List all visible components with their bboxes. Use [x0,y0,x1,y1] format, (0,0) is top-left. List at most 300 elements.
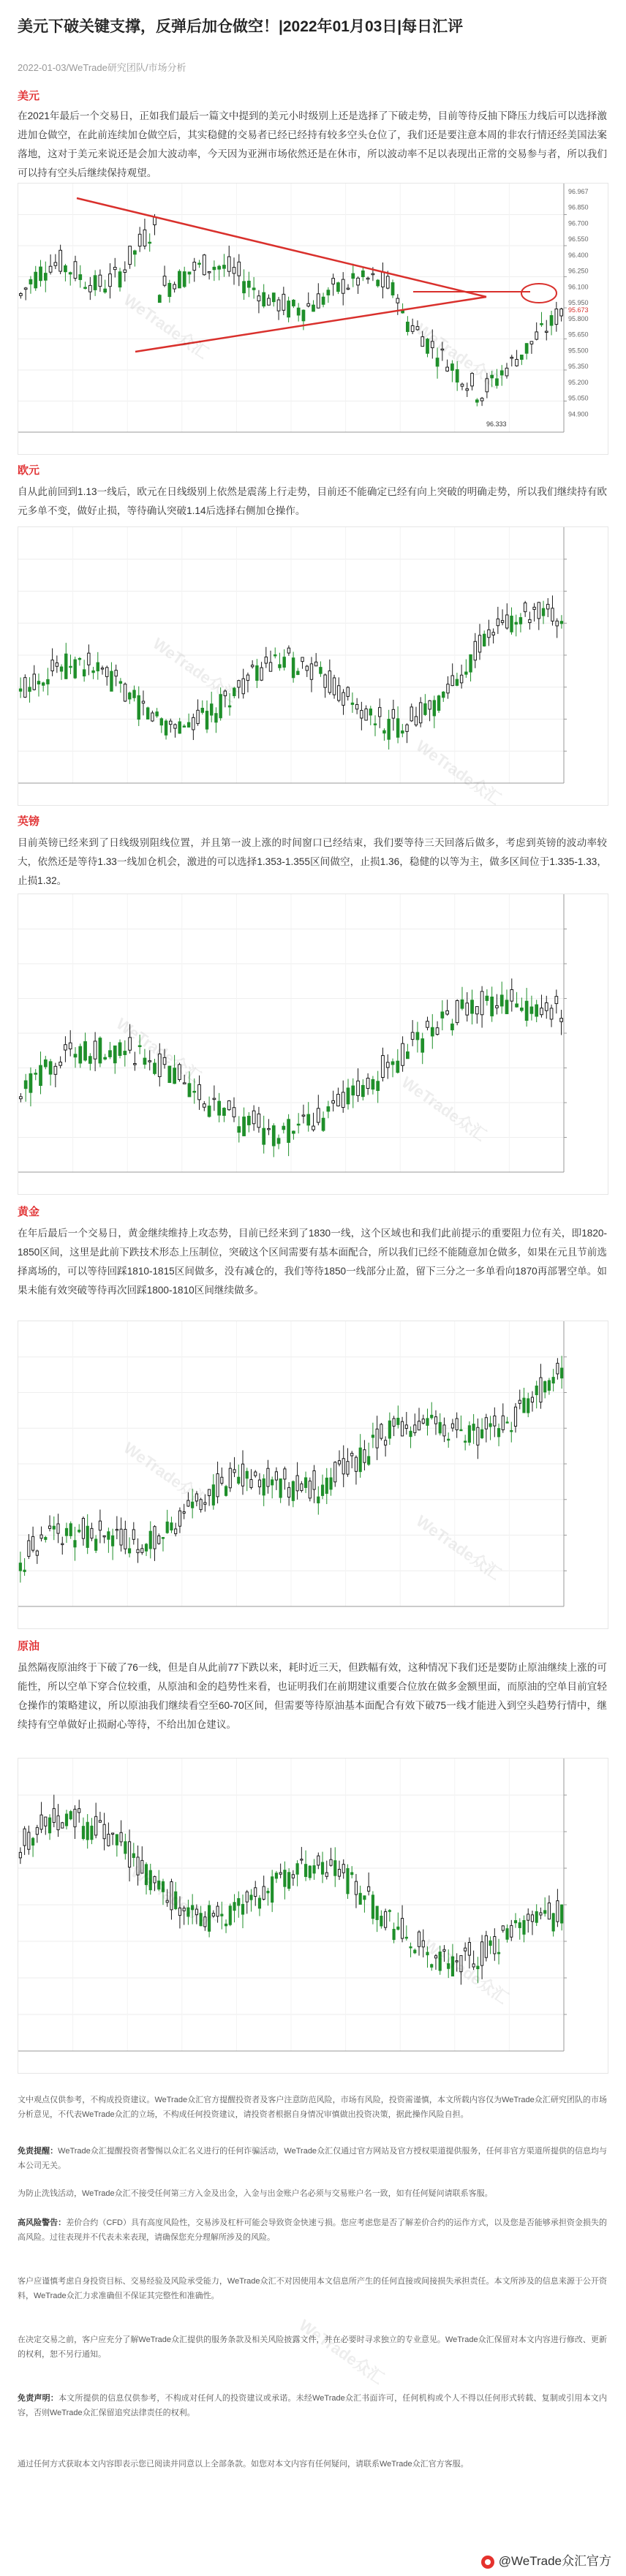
candle [500,371,503,375]
candle [208,272,211,273]
candle [502,1926,504,1930]
candle [94,1041,97,1059]
candle [198,1084,201,1099]
candle [385,1911,387,1927]
candle [23,1829,26,1846]
candle [257,1114,260,1127]
candle [233,1470,235,1473]
candle [192,1905,194,1910]
candle [414,1425,416,1433]
candle [321,1485,323,1495]
candle [204,1917,206,1927]
candle [74,1809,76,1827]
candle [510,1430,513,1432]
candle [178,271,181,288]
candle [69,1811,72,1818]
candle [29,279,32,284]
candle [51,660,53,671]
candle [148,1061,151,1062]
price-label: 95.350 [568,363,589,371]
candle [338,1461,340,1465]
candle [483,634,485,646]
candle [506,1929,508,1940]
candle [342,279,344,293]
candle [355,704,358,709]
candle [83,670,85,676]
candle [466,1003,469,1015]
candle [61,1823,64,1828]
candle [124,684,126,701]
candle [431,1965,433,1968]
candle [325,1478,328,1493]
candle [56,663,58,667]
candle [134,251,137,254]
candle [397,1419,399,1425]
price-label: 95.800 [568,314,589,322]
candle [485,1935,487,1957]
candle [112,1536,114,1546]
candle [274,655,276,657]
candle [208,1489,211,1496]
candle [382,1056,385,1078]
candle [535,1911,538,1922]
candle [352,1086,355,1095]
candle [357,1081,360,1095]
candle [288,1487,290,1497]
candle [137,695,140,719]
candle [448,1964,450,1969]
candle [64,265,67,271]
candle [401,731,404,733]
candle [481,1942,483,1965]
candle [552,1914,554,1931]
section-heading-gold: 黄金 [18,1206,40,1218]
candle [328,671,331,693]
candle [314,662,317,665]
candle [447,684,449,693]
disclaimer-p6: 在决定交易之前，客户应充分了解WeTrade众汇提供的服务条款及相关风险披露文件，并在必要时寻求独立的专业意见。WeTrade众汇保留对本文内容进行修改、更新的权利，恕不另行通知。 [18,2335,607,2359]
candle [84,1042,87,1060]
candle [95,1816,97,1835]
candle [322,297,325,304]
candle [496,379,499,385]
candle [216,1906,219,1916]
candle [246,675,249,680]
candle [268,1128,271,1130]
candle [149,1870,151,1890]
candle [436,358,439,366]
candle [284,1469,286,1479]
candle [88,1057,91,1064]
candle [108,1834,110,1846]
candle [510,989,513,1001]
candle [505,368,508,376]
candle [192,1502,194,1508]
candle [279,665,281,668]
candle [193,262,196,271]
candle [128,1549,130,1553]
candle [92,671,94,672]
candle [213,1098,216,1100]
candle [120,1832,122,1842]
candle [368,1886,370,1891]
candle [374,724,376,725]
candle [376,1429,378,1448]
candle [317,1497,320,1503]
candle [256,666,258,681]
candle [275,1873,277,1878]
candle [552,1378,554,1383]
candle [247,1117,250,1125]
candle [277,300,280,311]
price-label: 96.850 [568,203,589,211]
candle [480,399,483,401]
candle [302,1115,305,1117]
candle [48,1526,50,1528]
candle [154,217,156,225]
candle [321,1862,323,1874]
candle [104,289,107,292]
candle [288,1873,290,1889]
candle [377,1081,380,1091]
candle [23,1570,26,1571]
candle [436,1028,439,1035]
candle [310,664,312,679]
price-label: 95.200 [568,378,589,386]
candle [386,1062,389,1068]
candle [477,1966,479,1969]
candle [361,271,364,276]
candle [109,1051,112,1057]
candle [145,1865,147,1885]
candle [486,379,489,392]
candle [518,1923,521,1928]
disclaimer-p8: 通过任何方式获取本文内容即表示您已阅读并同意以上全部条款。如您对本文内容有任何疑问，请联系WeTrade众汇官方客服。 [18,2460,469,2469]
candle [460,1956,462,1972]
candle [338,686,340,700]
candle [407,322,410,331]
candle [32,1838,34,1845]
candle [478,635,480,652]
candle [376,1906,378,1919]
candle [366,1079,369,1089]
weibo-icon [481,2556,494,2569]
candle [441,1012,444,1018]
candle [158,1881,160,1889]
candle [160,719,162,725]
candle [233,688,235,695]
candle [124,1051,127,1055]
candle [347,1868,349,1893]
candle [173,284,176,289]
candle [363,1450,366,1463]
price-label: 96.967 [568,188,589,195]
candle [33,674,35,690]
candle [342,1459,344,1474]
candle [146,708,148,719]
candle [20,294,23,296]
oil-chart [18,1758,608,2074]
candle [491,375,494,378]
candle [268,298,271,305]
candle [307,1114,310,1125]
price-label: 96.700 [568,219,589,227]
disclaimer-p2-text: WeTrade众汇提醒投资者警惕以众汇名义进行的任何诈骗活动，WeTrade众汇仅通过官方网站及官方授权渠道提供服务，任何非官方渠道所提供的信息均与本公司无关。 [18,2147,607,2170]
candle [204,1503,206,1504]
candle [443,1425,445,1436]
candle [410,1431,412,1436]
candle [325,1873,328,1876]
candle [137,1549,139,1552]
candle [215,714,217,722]
candle [372,1079,374,1089]
candle [64,1045,67,1050]
candle [396,719,399,737]
candle [506,615,508,628]
candle [187,722,189,727]
candle [431,1027,434,1036]
candle [49,1062,52,1074]
candle [544,1381,546,1391]
candle [309,1481,311,1497]
candle [296,1476,298,1491]
candle [271,1877,274,1903]
candle [143,1058,146,1064]
candle [396,298,399,303]
candle [94,276,97,290]
candle [557,1901,559,1922]
candle [555,309,558,325]
footer-brand [481,2550,611,2569]
candle [514,1921,516,1923]
candle [524,603,526,612]
candle [37,681,39,684]
candle [218,1101,221,1115]
candle [330,1478,332,1489]
section-text-oil: 虽然隔夜原油终于下破了76一线，但是自从此前77下跌以来，耗时近三天，但跌幅有效，这种情况下我们还是要防止原油继续上涨的可能性，所以空单下穿合位较重，从原油和金的趋势性来看，也证明我们在前期建议重要合位放在做多金额里面，而原油的空单目前宜轻仓操作的策略建议，所以原油我们继续看空至60-70区间，但需要等待原油基本面配合有效下破75一线才能进入到空头趋势行情中，继续持有空单做好止损耐心等待，不给出加仓建议。 [18,1662,607,1730]
price-label: 95.050 [568,394,589,402]
candle [138,234,141,246]
candle [250,1479,252,1487]
candle [441,349,444,350]
candle [91,1528,93,1538]
candle [120,1529,122,1545]
candle [251,665,253,667]
candle [415,717,417,725]
candle [481,1429,483,1438]
candle [252,288,255,290]
candle [227,257,230,271]
candle [431,1415,433,1418]
candle [516,1004,518,1007]
candle [91,1826,93,1839]
candle [19,1563,21,1571]
candle [396,1061,399,1072]
candle [29,1073,32,1092]
candle [523,1921,525,1935]
usd-chart [18,183,608,455]
candle [380,1916,382,1925]
candle [312,1126,315,1130]
candle [201,709,203,713]
candle [531,1915,533,1922]
candle [61,1544,64,1545]
candle [540,324,543,325]
candle [124,1842,127,1854]
candle [104,1057,107,1059]
candle [203,255,205,275]
candle [166,1900,168,1903]
candle [88,653,90,665]
candle [465,672,467,674]
candle [529,619,531,622]
candle [560,622,562,624]
candle [530,1007,533,1013]
candle [32,1536,34,1550]
candle [464,1948,467,1951]
candle [29,687,31,692]
candle [263,1478,265,1495]
resistance-trendline [77,198,486,297]
candle [501,621,503,623]
candle [279,1479,282,1498]
candle [523,1398,525,1413]
candle [195,1909,197,1915]
candle [397,1927,399,1929]
candle [282,1126,285,1129]
candle [28,1832,30,1849]
candle [225,1487,227,1495]
candle [416,1032,419,1040]
candle [241,1464,244,1486]
candle [241,1904,244,1914]
candle [525,1001,528,1020]
candle [162,1881,164,1892]
candle [491,997,494,1016]
disclaimer-p2-label: 免责提醒： [18,2147,59,2156]
candle [525,344,528,353]
candle [429,700,431,709]
candle [213,267,216,269]
candle [472,1964,475,1967]
candle [361,1085,364,1096]
candle [380,1424,382,1438]
candle [57,1524,59,1533]
candle [334,1861,336,1876]
candle [271,1480,274,1485]
candle [480,992,483,1015]
candle [178,1908,181,1915]
section-text-gbp: 目前英镑已经来到了日线级别阻线位置，并且第一波上涨的时间窗口已经结束，我们要等待三天回落后做多，考虑到英镑的波动率较大，依然还是等待1.33一线加仓机会，激进的可以选择1.353-1.355区间做空，止损1.36，稳健的以等为主，做多区间位于1.335-1.33，止损1.32。 [18,837,607,886]
candle [279,1873,282,1874]
candle [448,1439,450,1440]
candle [442,692,445,697]
candle [57,1816,59,1829]
candle [334,1462,336,1482]
candle [208,1106,211,1117]
candle [317,1108,320,1122]
candle [393,1419,395,1426]
candle [118,1043,121,1056]
chart-svg [18,527,608,805]
candle [309,1866,311,1878]
candle [451,1424,453,1428]
candle [149,1531,151,1549]
candle [200,1500,202,1510]
candle [257,296,260,301]
candle [535,1005,538,1016]
disclaimer-p5: 客户应谨慎考虑自身投资目标、交易经验及风险承受能力，WeTrade众汇不对因使用本文信息所产生的任何直接或间接损失承担责任。本文所涉及的信息来源于公开资料，WeTrade众汇力求准确但不保证其完整性和准确性。 [18,2277,607,2300]
candle [129,693,131,699]
candle [223,265,226,268]
candle [88,285,91,292]
candle [113,1046,116,1062]
candle [134,1064,137,1065]
candle [238,262,241,276]
candle [287,1119,290,1143]
candle [351,703,353,704]
candle [535,1386,538,1394]
candle [210,704,212,715]
candle [531,1397,533,1402]
candle [34,272,37,288]
chart-svg [18,184,608,454]
candle [306,666,308,671]
chart-svg [18,1759,608,2073]
candle [60,667,62,671]
candle [468,1942,470,1955]
candle [363,1896,366,1900]
disclaimer-p4 [18,2216,607,2245]
candle [74,1541,76,1547]
candle [302,310,305,321]
candle [342,1092,344,1108]
candle [407,1052,410,1059]
candle [188,1084,191,1097]
candle [42,683,44,685]
candle [456,1000,459,1022]
candle [540,1008,543,1015]
candle [142,701,144,703]
candle [451,676,453,686]
chart-svg [18,894,608,1194]
candle [198,263,201,265]
candle [195,1494,197,1501]
candle [54,262,57,265]
candle [258,1898,260,1908]
candle [474,641,476,660]
candle [106,668,108,677]
candle [317,1856,320,1865]
candle [496,1005,499,1008]
candle [44,273,47,281]
candle [347,1462,349,1475]
candle [372,1895,374,1919]
candle [456,1961,458,1963]
candle [418,1421,420,1430]
candle [352,273,355,279]
candle [426,1419,429,1425]
candle [486,996,489,1000]
candle [84,287,87,289]
candle [369,709,372,715]
candle [451,1024,454,1030]
candle [379,708,381,717]
section-heading-eur: 欧元 [18,464,40,477]
candle [227,1101,230,1110]
candle [178,722,181,733]
candle [337,283,340,292]
